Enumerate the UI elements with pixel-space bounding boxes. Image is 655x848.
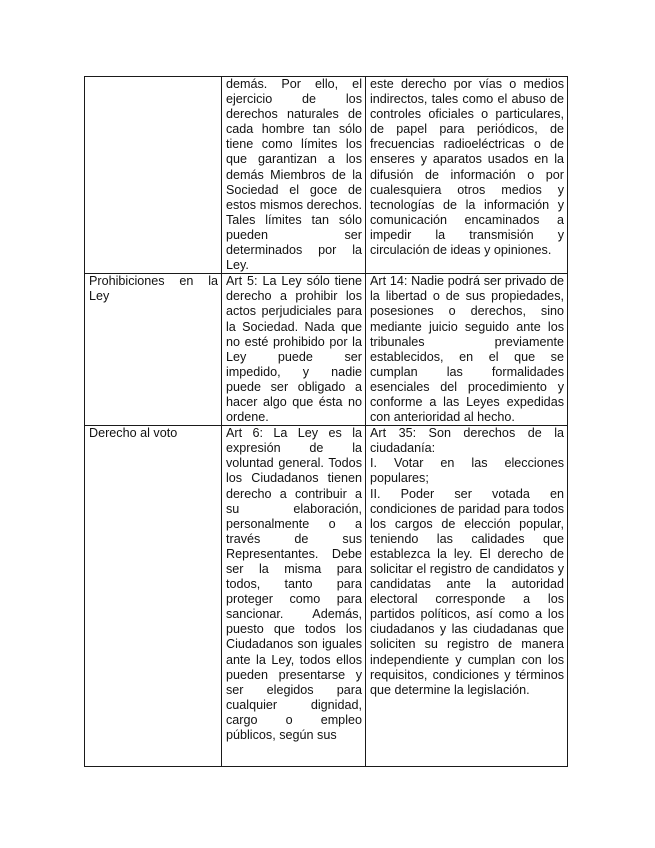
table-row bbox=[85, 426, 568, 767]
table-row bbox=[85, 77, 568, 274]
declaration-cell: Art 6: La Ley es la expresión de la voluntad general. Todos los Ciudadanos tienen derecho a contribuir a su elaboración, personalmente o a través de sus Representantes. Debe ser la misma para todos, tanto para proteger como para sancionar. Además, puesto que todos los Ciudadanos son iguales ante la Ley, todos ellos pueden presentarse y ser elegidos para cualquier dignidad, cargo o empleo públicos, según sus bbox=[222, 426, 366, 767]
constitution-cell bbox=[366, 426, 568, 767]
topic-cell: Prohibiciones en la Ley bbox=[85, 274, 222, 426]
constitution-line: I. Votar en las elecciones populares; bbox=[370, 456, 564, 486]
constitution-cell: Art 14: Nadie podrá ser privado de la libertad o de sus propiedades, posesiones o derechos, sino mediante juicio seguido ante los tribunales previamente establecidos, en el que se cumplan las formalidades esenciales del procedimiento y conforme a las Leyes expedidas con anterioridad al hecho. bbox=[366, 274, 568, 426]
comparison-table bbox=[84, 76, 568, 767]
declaration-cell: Art 5: La Ley sólo tiene derecho a prohibir los actos perjudiciales para la Sociedad. Nada que no esté prohibido por la Ley puede ser impedido, y nadie puede ser obligado a hacer algo que ésta no ordene. bbox=[222, 274, 366, 426]
constitution-cell: este derecho por vías o medios indirectos, tales como el abuso de controles oficiales o particulares, de papel para periódicos, de frecuencias radioeléctricas o de enseres y aparatos usados en la difusión de información o por cualesquiera otros medios y tecnologías de la información y comunicación encaminados a impedir la transmisión y circulación de ideas y opiniones. bbox=[366, 77, 568, 274]
declaration-cell: demás. Por ello, el ejercicio de los derechos naturales de cada hombre tan sólo tiene como límites los que garantizan a los demás Miembros de la Sociedad el goce de estos mismos derechos. Tales límites tan sólo pueden ser determinados por la Ley. bbox=[222, 77, 366, 274]
topic-cell bbox=[85, 77, 222, 274]
topic-cell: Derecho al voto bbox=[85, 426, 222, 767]
constitution-line: Art 35: Son derechos de la ciudadanía: bbox=[370, 426, 564, 456]
constitution-line: II. Poder ser votada en condiciones de paridad para todos los cargos de elección popular, teniendo las calidades que establezca la ley. El derecho de solicitar el registro de candidatos y candidatas ante la autoridad electoral corresponde a los partidos políticos, así como a los ciudadanos y las ciudadanas que soliciten su registro de manera independiente y cumplan con los requisitos, condiciones y términos que determine la legislación. bbox=[370, 486, 564, 697]
table-row bbox=[85, 274, 568, 426]
